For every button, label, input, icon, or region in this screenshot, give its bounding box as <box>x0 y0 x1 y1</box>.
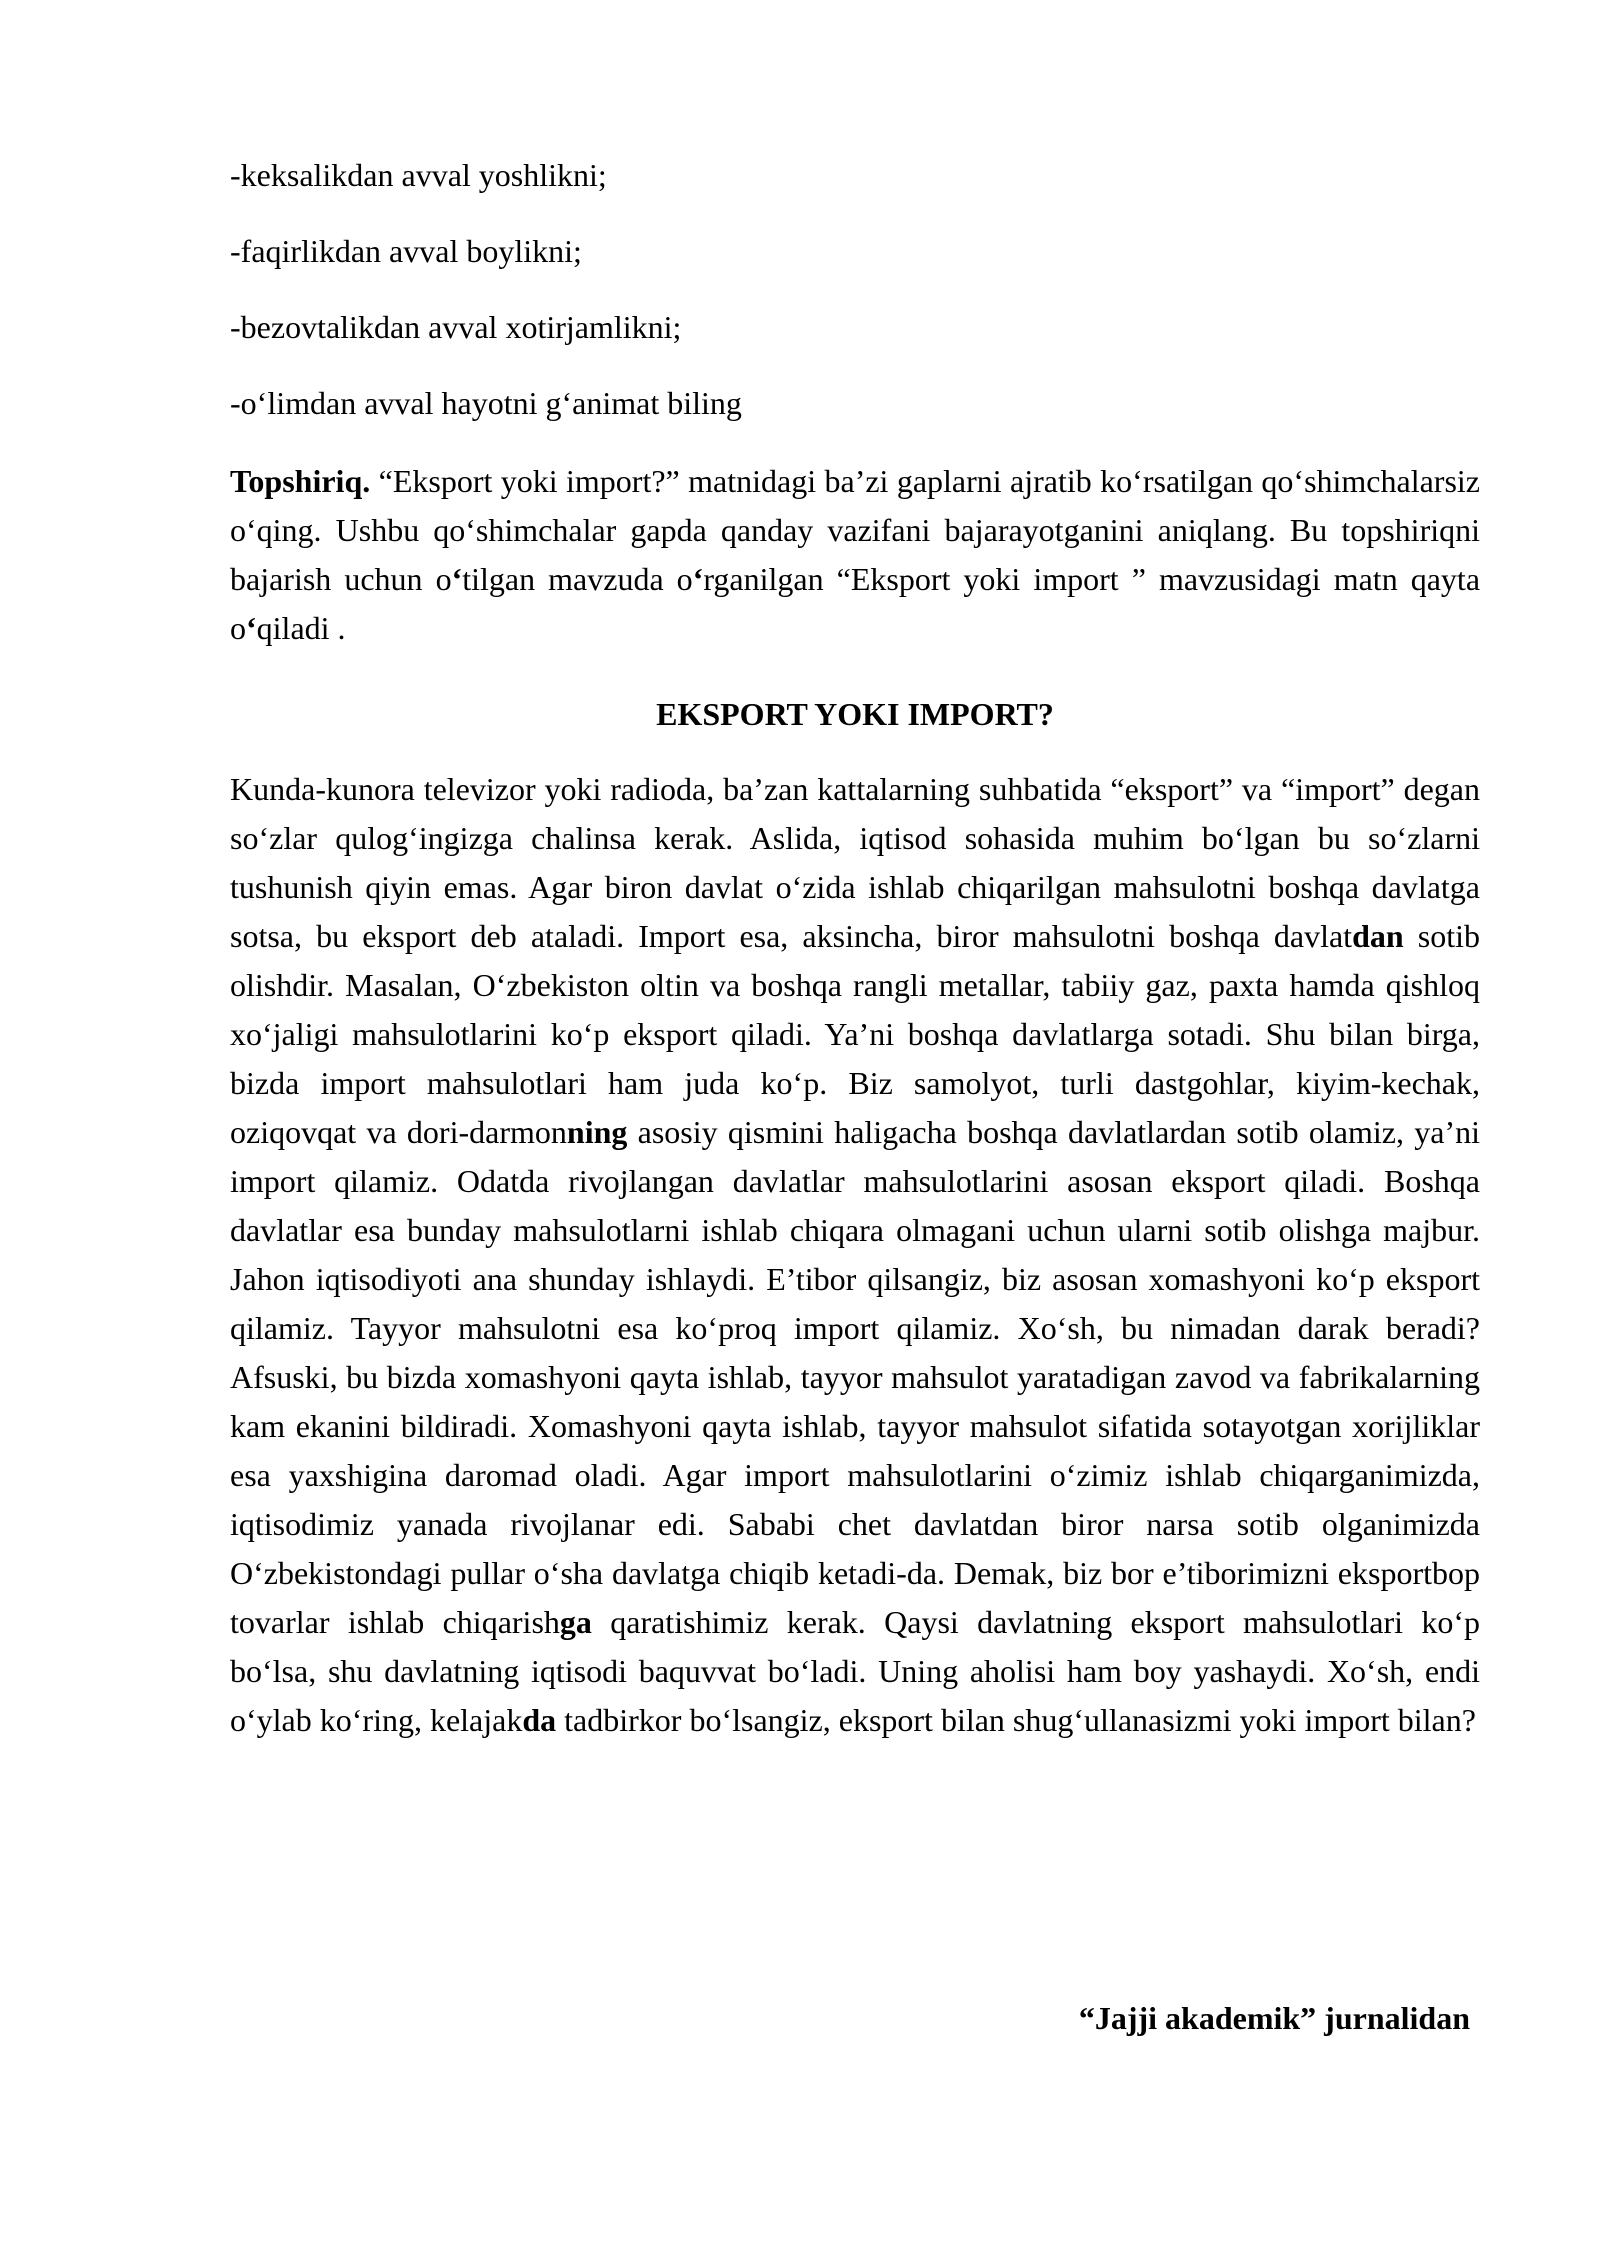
proverb-line: -faqirlikdan avval boylikni; <box>230 233 582 269</box>
article-text: qaratishimiz kerak. Qaysi davlatning eksport mahsulotlari ko‘p bo‘lsa, shu davlatning iqtisodi baquvvat bo‘ladi. Uning aholisi ham boy yashaydi. Xo‘sh, endi o‘ylab ko‘ring, kelajak <box>230 1604 1481 1738</box>
proverb-line: -keksalikdan avval yoshlikni; <box>230 157 607 193</box>
article-body <box>230 765 1480 1745</box>
article-text: Kunda-kunora televizor yoki radioda, ba’zan kattalarning suhbatida “eksport” va “import” degan so‘zlar qulog‘ingizga chalinsa kerak. Aslida, iqtisod sohasida muhim bo‘lgan bu so‘zlarni tushunish qiyin emas. Agar biron davlat o‘zida ishlab chiqarilgan mahsulotni boshqa davlatga sotsa, bu eksport deb ataladi. Import esa, aksincha, biror mahsulotni boshqa davlat <box>230 771 1480 954</box>
highlighted-suffix: da <box>522 1702 557 1738</box>
article-text: sotib olishdir. Masalan, O‘zbekiston oltin va boshqa rangli metallar, tabiiy gaz, paxta hamda qishloq xo‘jaligi mahsulotlarini ko‘p eksport qiladi. Ya’ni boshqa davlatlarga sotadi. Shu bilan birga, bizda import mahsulotlari ham juda ko‘p. Biz samolyot, turli dastgohlar, kiyim-kechak, oziqovqat va dori-darmon <box>230 918 1480 1150</box>
article-text: asosiy qismini haligacha boshqa davlatlardan sotib olamiz, ya’ni import qilamiz. Odatda rivojlangan davlatlar mahsulotlarini asosan eksport qiladi. Boshqa davlatlar esa bunday mahsulotlarni ishlab chiqara olmagani uchun ularni sotib olishga majbur. Jahon iqtisodiyoti ana shunday ishlaydi. E’tibor qilsangiz, biz asosan xomashyoni ko‘p eksport qilamiz. Tayyor mahsulotni esa ko‘proq import qilamiz. Xo‘sh, bu nimadan darak beradi? Afsuski, bu bizda xomashyoni qayta ishlab, tayyor mahsulot yaratadigan zavod va fabrikalarning kam ekanini bildiradi. Xomashyoni qayta ishlab, tayyor mahsulot sifatida sotayotgan xorijliklar esa yaxshigina daromad oladi. Agar import mahsulotlarini o‘zimiz ishlab chiqarganimizda, iqtisodimiz yanada rivojlanar edi. Sababi chet davlatdan biror narsa sotib olganimizda O‘zbekistondagi pullar o‘sha davlatga chiqib ketadi-da. Demak, biz bor e’tiborimizni eksportbop tovarlar ishlab chiqarish <box>230 1114 1481 1640</box>
article-title: EKSPORT YOKI IMPORT? <box>656 696 1054 732</box>
proverb-list <box>230 151 1480 455</box>
proverb-line: -o‘limdan avval hayotni g‘animat biling <box>230 385 742 421</box>
highlighted-suffix: ning <box>566 1114 628 1150</box>
task-bold-mark: ‘ <box>246 610 257 646</box>
task-text: tilgan mavzuda o <box>462 561 693 597</box>
task-text: rganilgan “Eksport yoki import ” mavzusidagi matn qayta o <box>230 561 1481 646</box>
proverb-line: -bezovtalikdan avval xotirjamlikni; <box>230 309 682 345</box>
task-paragraph <box>230 457 1480 653</box>
article-text: tadbirkor bo‘lsangiz, eksport bilan shug‘ullanasizmi yoki import bilan? <box>556 1702 1476 1738</box>
task-text: qiladi . <box>256 610 346 646</box>
task-text: “Eksport yoki import?” matnidagi ba’zi gaplarni ajratib ko‘rsatilgan qo‘shimchalarsiz o‘qing. Ushbu qo‘shimchalar gapda qanday vazifani bajarayotganini aniqlang. Bu topshiriqni bajarish uchun o <box>230 463 1480 597</box>
highlighted-suffix: ga <box>559 1604 592 1640</box>
task-bold-mark: ‘ <box>692 561 704 597</box>
highlighted-suffix: dan <box>1352 918 1404 954</box>
article-source: “Jajji akademik” jurnalidan <box>1078 2000 1470 2036</box>
task-label: Topshiriq. <box>230 463 371 499</box>
task-bold-mark: ‘ <box>451 561 463 597</box>
